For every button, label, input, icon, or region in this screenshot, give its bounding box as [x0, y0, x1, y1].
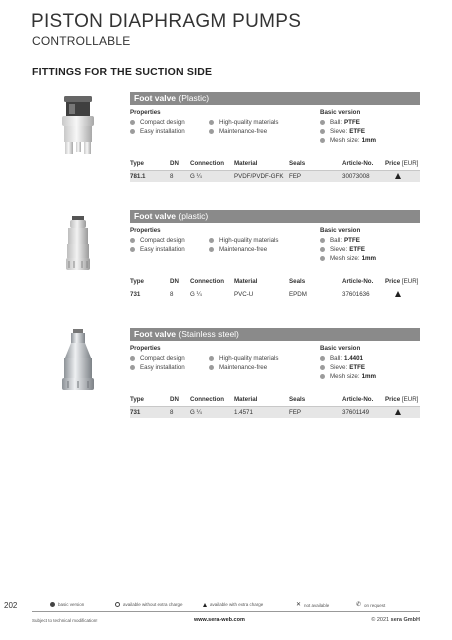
- phone-icon: ✆: [356, 602, 362, 608]
- cell-article-no: 30073008: [342, 173, 370, 180]
- product-name-sub: (Stainless steel): [178, 329, 239, 339]
- cell-material: 1.4571: [234, 409, 253, 416]
- cell-dn: 8: [170, 409, 174, 416]
- basic-item: Sieve: ETFE: [320, 246, 365, 253]
- basic-item: Ball: 1.4401: [320, 355, 363, 362]
- product-header-band: [130, 328, 420, 341]
- cross-icon: ✕: [296, 602, 302, 608]
- bullet-icon: [209, 120, 214, 125]
- basic-item: Ball: PTFE: [320, 119, 360, 126]
- cell-material: PVDF/PVDF-GFK: [234, 173, 284, 180]
- product-name-sub: (Plastic): [178, 93, 210, 103]
- bullet-icon: [209, 247, 214, 252]
- feature-item: High-quality materials: [209, 355, 279, 362]
- cell-connection: G ¼: [190, 291, 202, 298]
- bullet-icon: [320, 247, 325, 252]
- foot-valve-pvc-image: [54, 214, 102, 274]
- feature-item: Easy installation: [130, 364, 185, 371]
- bullet-icon: [209, 356, 214, 361]
- bullet-icon: [320, 138, 325, 143]
- basic-item: Mesh size: 1mm: [320, 255, 376, 262]
- cell-type: 731: [130, 291, 141, 298]
- col-material: Material: [234, 160, 258, 167]
- cell-seals: FEP: [289, 409, 302, 416]
- col-type: Type: [130, 278, 144, 285]
- properties-heading: Properties: [130, 345, 161, 352]
- feature-item: Compact design: [130, 119, 185, 126]
- feature-item: Easy installation: [130, 246, 185, 253]
- feature-item: Maintenance-free: [209, 364, 267, 371]
- cell-article-no: 37601149: [342, 409, 370, 416]
- col-material: Material: [234, 278, 258, 285]
- basic-version-heading: Basic version: [320, 109, 361, 116]
- cell-connection: G ¼: [190, 409, 202, 416]
- basic-item: Ball: PTFE: [320, 237, 360, 244]
- cell-seals: EPDM: [289, 291, 307, 298]
- bullet-icon: [130, 120, 135, 125]
- bullet-icon: [320, 120, 325, 125]
- cell-connection: G ¼: [190, 173, 202, 180]
- col-seals: Seals: [289, 160, 306, 167]
- extra-charge-triangle-icon: [395, 173, 401, 179]
- product-header-band: [130, 210, 420, 223]
- foot-valve-plastic-image: [54, 94, 102, 156]
- product-name: Foot valve: [134, 93, 177, 103]
- disclaimer: Subject to technical modification!: [32, 618, 98, 623]
- cell-seals: FEP: [289, 173, 302, 180]
- col-connection: Connection: [190, 396, 225, 403]
- bullet-icon: [320, 356, 325, 361]
- basic-item: Sieve: ETFE: [320, 364, 365, 371]
- properties-heading: Properties: [130, 109, 161, 116]
- basic-version-heading: Basic version: [320, 227, 361, 234]
- bullet-icon: [320, 256, 325, 261]
- feature-item: Maintenance-free: [209, 128, 267, 135]
- bullet-icon: [130, 365, 135, 370]
- feature-item: High-quality materials: [209, 237, 279, 244]
- product-name-sub: (plastic): [178, 211, 209, 221]
- legend-basic: basic version: [50, 602, 84, 607]
- bullet-icon: [209, 129, 214, 134]
- feature-item: High-quality materials: [209, 119, 279, 126]
- filled-circle-icon: [50, 602, 55, 607]
- legend-no-charge: available without extra charge: [115, 602, 183, 607]
- bullet-icon: [320, 365, 325, 370]
- feature-item: Easy installation: [130, 128, 185, 135]
- col-price: Price [EUR]: [385, 278, 419, 285]
- col-article-no: Article-No.: [342, 160, 374, 167]
- cell-dn: 8: [170, 173, 174, 180]
- bullet-icon: [320, 129, 325, 134]
- col-dn: DN: [170, 278, 179, 285]
- basic-item: Sieve: ETFE: [320, 128, 365, 135]
- col-article-no: Article-No.: [342, 278, 374, 285]
- table-row: [130, 406, 420, 418]
- product-foot-valve-plastic: [32, 92, 420, 192]
- col-connection: Connection: [190, 278, 225, 285]
- cell-dn: 8: [170, 291, 174, 298]
- extra-charge-triangle-icon: [395, 291, 401, 297]
- page-number: 202: [4, 601, 18, 610]
- basic-item: Mesh size: 1mm: [320, 137, 376, 144]
- feature-item: Maintenance-free: [209, 246, 267, 253]
- website-link[interactable]: www.sera-web.com: [194, 617, 245, 623]
- product-name: Foot valve: [134, 329, 177, 339]
- triangle-icon: [203, 603, 207, 607]
- page-subtitle: CONTROLLABLE: [32, 34, 131, 48]
- cell-type: 781.1: [130, 173, 146, 180]
- col-type: Type: [130, 396, 144, 403]
- product-foot-valve-pvc: [32, 210, 420, 310]
- properties-heading: Properties: [130, 227, 161, 234]
- bullet-icon: [130, 247, 135, 252]
- product-header-band: [130, 92, 420, 105]
- basic-version-heading: Basic version: [320, 345, 361, 352]
- open-circle-icon: [115, 602, 120, 607]
- foot-valve-stainless-image: [54, 328, 102, 394]
- col-material: Material: [234, 396, 258, 403]
- col-dn: DN: [170, 160, 179, 167]
- legend-on-request: ✆ on request: [356, 602, 386, 608]
- copyright: © 2021 sera GmbH: [371, 617, 420, 623]
- feature-item: Compact design: [130, 237, 185, 244]
- extra-charge-triangle-icon: [395, 409, 401, 415]
- col-dn: DN: [170, 396, 179, 403]
- page-title: PISTON DIAPHRAGM PUMPS: [31, 11, 302, 32]
- legend-extra-charge: available with extra charge: [203, 602, 263, 607]
- col-connection: Connection: [190, 160, 225, 167]
- product-name: Foot valve: [134, 211, 177, 221]
- col-seals: Seals: [289, 278, 306, 285]
- basic-item: Mesh size: 1mm: [320, 373, 376, 380]
- cell-type: 731: [130, 409, 141, 416]
- bullet-icon: [320, 374, 325, 379]
- feature-item: Compact design: [130, 355, 185, 362]
- footer-divider: [32, 611, 420, 612]
- col-price: Price [EUR]: [385, 160, 419, 167]
- section-title: FITTINGS FOR THE SUCTION SIDE: [32, 66, 213, 78]
- bullet-icon: [209, 365, 214, 370]
- bullet-icon: [320, 238, 325, 243]
- bullet-icon: [130, 356, 135, 361]
- bullet-icon: [130, 238, 135, 243]
- cell-article-no: 37601636: [342, 291, 370, 298]
- cell-material: PVC-U: [234, 291, 254, 298]
- bullet-icon: [130, 129, 135, 134]
- product-foot-valve-stainless: [32, 328, 420, 428]
- col-seals: Seals: [289, 396, 306, 403]
- legend-not-available: ✕ not available: [296, 602, 330, 608]
- col-price: Price [EUR]: [385, 396, 419, 403]
- bullet-icon: [209, 238, 214, 243]
- col-article-no: Article-No.: [342, 396, 374, 403]
- col-type: Type: [130, 160, 144, 167]
